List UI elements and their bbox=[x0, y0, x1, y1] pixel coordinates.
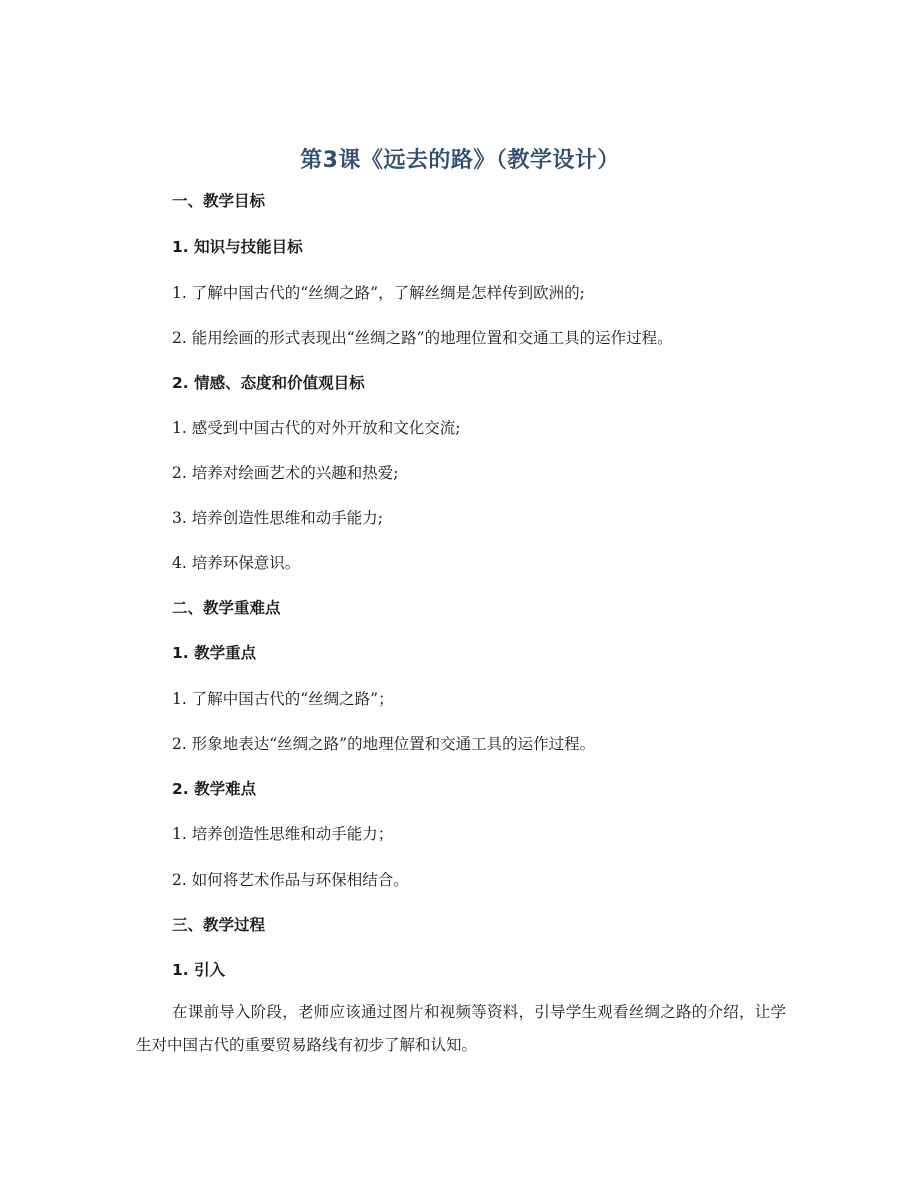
section-heading-objectives: 一、教学目标 bbox=[172, 192, 266, 210]
list-item: 2. 形象地表达“丝绸之路”的地理位置和交通工具的运作过程。 bbox=[172, 735, 596, 753]
subheading-focus: 1. 教学重点 bbox=[172, 644, 257, 662]
list-item: 4. 培养环保意识。 bbox=[172, 554, 301, 572]
list-item: 2. 培养对绘画艺术的兴趣和热爱; bbox=[172, 464, 399, 482]
list-item: 1. 了解中国古代的“丝绸之路”，了解丝绸是怎样传到欧洲的; bbox=[172, 284, 585, 302]
list-item: 1. 感受到中国古代的对外开放和文化交流; bbox=[172, 419, 461, 437]
section-heading-process: 三、教学过程 bbox=[172, 916, 266, 934]
document-title: 第3课《远去的路》（教学设计） bbox=[300, 148, 620, 173]
list-item: 2. 如何将艺术作品与环保相结合。 bbox=[172, 871, 409, 889]
subheading-difficulties: 2. 教学难点 bbox=[172, 780, 257, 798]
list-item: 1. 了解中国古代的“丝绸之路”； bbox=[172, 690, 394, 708]
body-paragraph: 在课前导入阶段，老师应该通过图片和视频等资料，引导学生观看丝绸之路的介绍，让学生对中国古代的重要贸易路线有初步了解和认知。 bbox=[136, 1003, 786, 1054]
list-item: 1. 培养创造性思维和动手能力； bbox=[172, 825, 394, 843]
section-heading-key-points: 二、教学重难点 bbox=[172, 599, 281, 617]
list-item: 2. 能用绘画的形式表现出“丝绸之路”的地理位置和交通工具的运作过程。 bbox=[172, 329, 673, 347]
subheading-knowledge-skills: 1. 知识与技能目标 bbox=[172, 238, 303, 256]
list-item: 3. 培养创造性思维和动手能力; bbox=[172, 509, 383, 527]
subheading-emotion-values: 2. 情感、态度和价值观目标 bbox=[172, 374, 365, 392]
subheading-introduction: 1. 引入 bbox=[172, 961, 226, 979]
